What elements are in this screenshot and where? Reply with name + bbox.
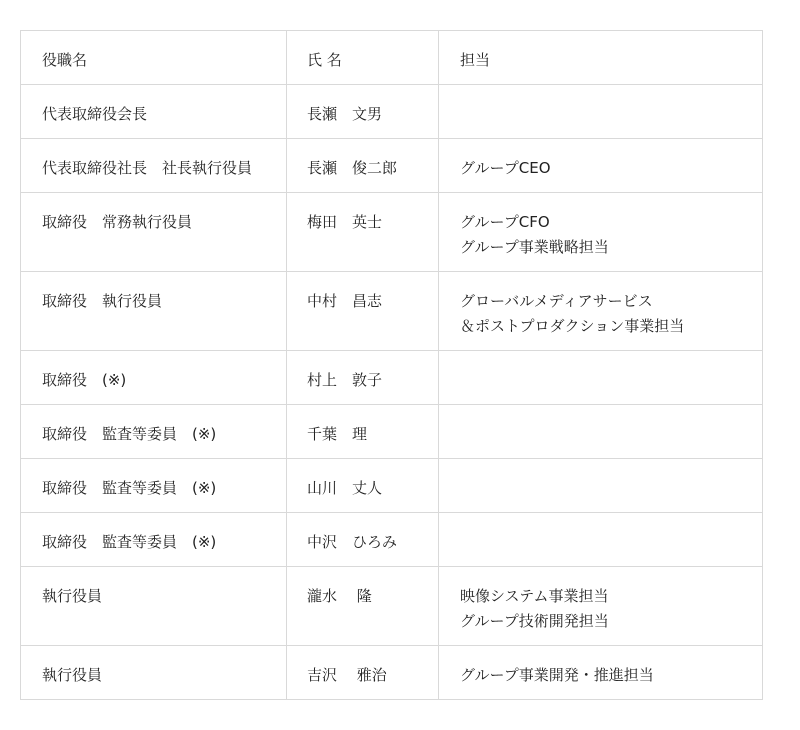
name-cell: 村上 敦子 [287, 351, 439, 405]
title-cell: 代表取締役会長 [21, 85, 287, 139]
header-name: 氏 名 [287, 31, 439, 85]
title-cell: 執行役員 [21, 567, 287, 646]
header-title: 役職名 [21, 31, 287, 85]
duty-line: 担当 [460, 51, 491, 69]
title-cell: 取締役 常務執行役員 [21, 193, 287, 272]
title-cell: 取締役 監査等委員 (※) [21, 513, 287, 567]
table-header-row [21, 31, 763, 85]
duties-cell [439, 139, 763, 193]
table-row [21, 405, 763, 459]
duties-cell [439, 193, 763, 272]
duties-cell [439, 351, 763, 405]
name-cell: 中村 昌志 [287, 272, 439, 351]
name-cell: 瀧水 隆 [287, 567, 439, 646]
table-row [21, 513, 763, 567]
duties-cell [439, 646, 763, 700]
duty-line: ＆ポストプロダクション事業担当 [460, 317, 685, 335]
name-cell: 梅田 英士 [287, 193, 439, 272]
table-row [21, 351, 763, 405]
duty-line: グローバルメディアサービス [460, 292, 653, 310]
duty-line: グループCFO [460, 213, 550, 231]
title-cell: 取締役 執行役員 [21, 272, 287, 351]
duties-cell [439, 567, 763, 646]
duties-cell [439, 459, 763, 513]
name-cell: 長瀬 文男 [287, 85, 439, 139]
name-cell: 長瀬 俊二郎 [287, 139, 439, 193]
duty-line: グループ事業戦略担当 [460, 238, 609, 256]
duty-line: グループ事業開発・推進担当 [460, 666, 654, 684]
name-cell: 吉沢 雅治 [287, 646, 439, 700]
officers-table [20, 30, 763, 700]
table-row [21, 459, 763, 513]
title-cell: 執行役員 [21, 646, 287, 700]
title-cell: 取締役 監査等委員 (※) [21, 405, 287, 459]
table-row [21, 85, 763, 139]
header-duties [439, 31, 763, 85]
table-row [21, 272, 763, 351]
name-cell: 中沢 ひろみ [287, 513, 439, 567]
title-cell: 取締役 (※) [21, 351, 287, 405]
name-cell: 千葉 理 [287, 405, 439, 459]
duties-cell [439, 405, 763, 459]
title-cell: 取締役 監査等委員 (※) [21, 459, 287, 513]
duties-cell [439, 85, 763, 139]
duty-line: グループCEO [460, 159, 551, 177]
duties-cell [439, 513, 763, 567]
duty-line: グループ技術開発担当 [460, 612, 609, 630]
name-cell: 山川 丈人 [287, 459, 439, 513]
duty-line: 映像システム事業担当 [460, 587, 609, 605]
table-row [21, 139, 763, 193]
table-row [21, 646, 763, 700]
table-row [21, 193, 763, 272]
table-row [21, 567, 763, 646]
title-cell: 代表取締役社長 社長執行役員 [21, 139, 287, 193]
duties-cell [439, 272, 763, 351]
